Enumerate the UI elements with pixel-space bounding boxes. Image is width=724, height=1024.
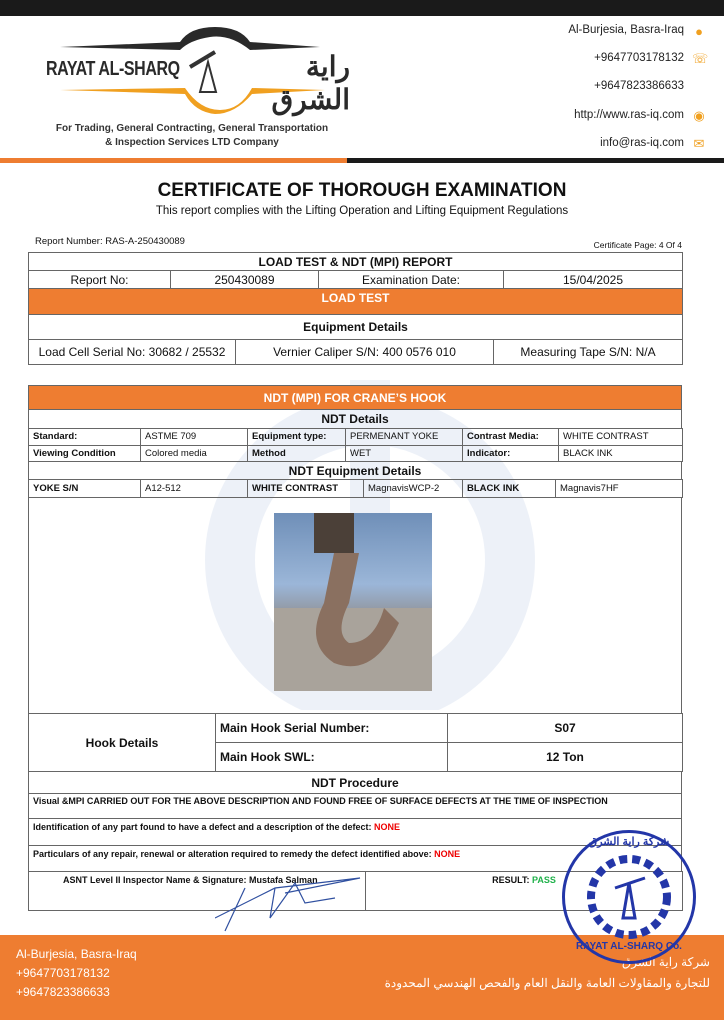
procedure-header: NDT Procedure: [29, 772, 682, 794]
footer-arabic-desc: للتجارة والمقاولات العامة والنقل العام والفحص الهندسي المحدودة: [384, 976, 710, 990]
exam-date-label: Examination Date:: [319, 271, 504, 289]
ndt-row: [29, 445, 683, 462]
ndt-section: NDT (MPI) FOR CRANE’S HOOK: [29, 386, 682, 410]
defect-value: NONE: [374, 822, 401, 832]
white-contrast-label: WHITE CONTRAST: [248, 480, 364, 498]
company-stamp: [562, 830, 696, 964]
inspector-name: ASNT Level II Inspector Name & Signature: Mustafa Salman: [29, 872, 366, 911]
ndt-row: [29, 429, 683, 446]
ndt-equipment-row: [29, 480, 683, 498]
viewing-condition-value: Colored media: [141, 445, 248, 462]
certificate-title: CERTIFICATE OF THOROUGH EXAMINATION: [157, 180, 567, 201]
hook-serial-value: S07: [448, 714, 683, 743]
ndt-details-header: NDT Details: [29, 410, 682, 429]
mail-icon: ✉: [693, 136, 705, 151]
contrast-media-value: WHITE CONTRAST: [559, 429, 683, 446]
repair-value: NONE: [434, 849, 461, 859]
phone-icon: ☏: [692, 51, 709, 66]
contact-phone-2: +9647823386633: [594, 80, 684, 92]
equipment-details-header: Equipment Details: [29, 315, 683, 340]
tagline-1: For Trading, General Contracting, General Transportation: [55, 123, 329, 134]
vernier-caliper-serial: Vernier Caliper S/N: 400 0576 010: [236, 340, 494, 365]
procedure-text: Visual &MPI CARRIED OUT FOR THE ABOVE DESCRIPTION AND FOUND FREE OF SURFACE DEFECTS AT THE TIME OF INSPECTION: [29, 794, 682, 819]
indicator-value: BLACK INK: [559, 445, 683, 462]
ndt-header-table: [28, 385, 682, 429]
stamp-arabic-text: شركة راية الشرق: [588, 836, 670, 848]
contact-website[interactable]: http://www.ras-iq.com: [574, 109, 684, 121]
contrast-media-label: Contrast Media:: [463, 429, 559, 446]
load-test-section: LOAD TEST: [29, 289, 683, 315]
viewing-condition-label: Viewing Condition: [29, 445, 141, 462]
ndt-equipment-table: [28, 479, 683, 498]
logo-arabic: راية الشرق: [271, 51, 350, 115]
contact-email[interactable]: info@ras-iq.com: [600, 137, 684, 149]
footer-arabic-name: شركة راية الشرق: [621, 955, 710, 969]
black-ink-value: Magnavis7HF: [556, 480, 683, 498]
signature-icon: [215, 873, 365, 933]
certificate-subtitle: This report complies with the Lifting Operation and Lifting Equipment Regulations: [155, 205, 569, 217]
footer-phone-2: +9647823386633: [16, 985, 110, 999]
logo-name: RAYAT AL-SHARQ: [46, 58, 180, 80]
ndt-equipment-header-table: [28, 461, 682, 480]
result-label: RESULT:: [492, 875, 532, 885]
method-label: Method: [248, 445, 346, 462]
location-pin-icon: ●: [695, 24, 703, 39]
standard-label: Standard:: [29, 429, 141, 446]
defect-label: Identification of any part found to have a defect and a description of the defect:: [33, 822, 375, 832]
indicator-label: Indicator:: [463, 445, 559, 462]
load-test-table: [28, 252, 683, 340]
black-ink-label: BLACK INK: [463, 480, 556, 498]
load-cell-serial: Load Cell Serial No: 30682 / 25532: [29, 340, 236, 365]
stamp-english-text: RAYAT AL-SHARQ Co.: [576, 941, 682, 952]
hook-serial-label: Main Hook Serial Number:: [216, 714, 448, 743]
yoke-sn-label: YOKE S/N: [29, 480, 141, 498]
white-contrast-value: MagnavisWCP-2: [364, 480, 463, 498]
exam-date-value: 15/04/2025: [504, 271, 683, 289]
hook-swl-label: Main Hook SWL:: [216, 743, 448, 772]
standard-value: ASTME 709: [141, 429, 248, 446]
globe-icon: ◉: [693, 108, 705, 123]
tagline-2: & Inspection Services LTD Company: [105, 137, 279, 148]
certificate-page: Certificate Page: 4 Of 4: [593, 240, 682, 250]
header-stripe-orange: [0, 158, 347, 163]
repair-label: Particulars of any repair, renewal or alteration required to remedy the defect identified above:: [33, 849, 435, 859]
ndt-details-table: [28, 428, 683, 462]
hook-image-icon: [274, 513, 432, 691]
crane-hook-photo: [274, 513, 432, 691]
report-title: LOAD TEST & NDT (MPI) REPORT: [29, 253, 683, 271]
result-value: PASS: [532, 875, 556, 885]
report-no-label: Report No:: [29, 271, 171, 289]
equipment-table: [28, 339, 683, 365]
header-stripe-dark: [347, 158, 724, 163]
ndt-equipment-header: NDT Equipment Details: [29, 462, 682, 480]
contact-address: Al-Burjesia, Basra-Iraq: [568, 24, 684, 36]
yoke-sn-value: A12-512: [141, 480, 248, 498]
footer-address: Al-Burjesia, Basra-Iraq: [16, 947, 137, 961]
measuring-tape-serial: Measuring Tape S/N: N/A: [494, 340, 683, 365]
hook-details-table: [28, 713, 683, 772]
equipment-type-label: Equipment type:: [248, 429, 346, 446]
footer-phone-1: +9647703178132: [16, 966, 110, 980]
method-value: WET: [346, 445, 463, 462]
top-bar: [0, 0, 724, 16]
equipment-type-value: PERMENANT YOKE: [346, 429, 463, 446]
company-logo: [40, 22, 350, 114]
report-no-value: 250430089: [171, 271, 319, 289]
contact-phone-1: +9647703178132: [594, 52, 684, 64]
hook-details-label: Hook Details: [29, 714, 216, 772]
hook-swl-value: 12 Ton: [448, 743, 683, 772]
report-number: Report Number: RAS-A-250430089: [35, 236, 185, 247]
